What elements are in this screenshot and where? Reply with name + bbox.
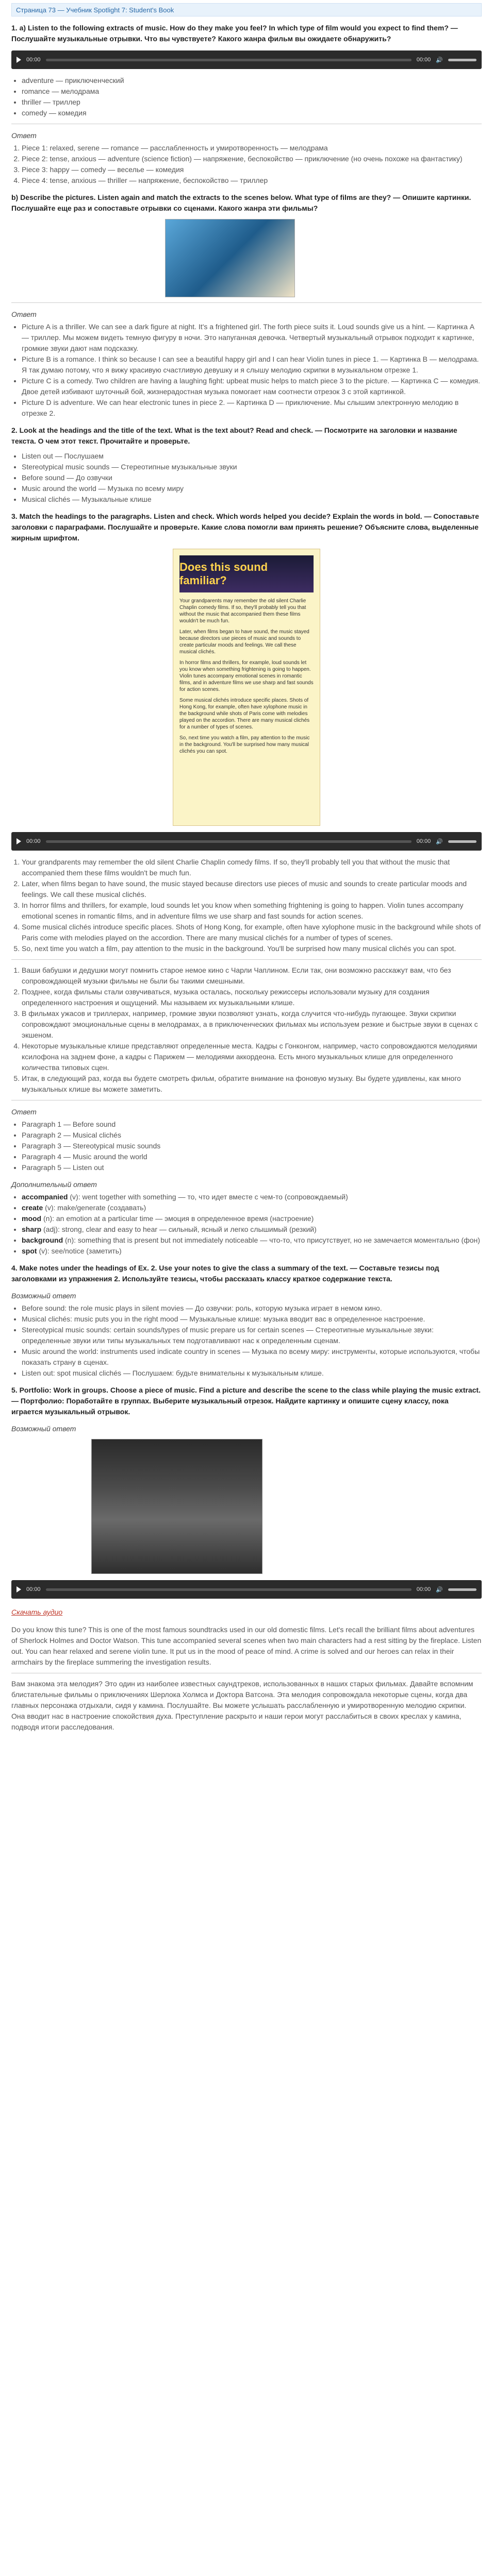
poster-paragraph: Some musical clichés introduce specific places. Shots of Hong Kong, for example, often have xylophone music in the background while shots of Paris come with melodies played on the accordion. There are many musical clichés for a number of types of scenes. bbox=[179, 698, 310, 730]
film-still-image bbox=[91, 1439, 262, 1574]
play-icon[interactable] bbox=[17, 57, 21, 63]
glossary-item bbox=[22, 1224, 482, 1235]
poster-paragraph: Later, when films began to have sound, the music stayed because directors use pieces of music and sounds to create particular moods and feelings. We call these musical clichés. bbox=[179, 629, 309, 655]
genre-list bbox=[11, 75, 482, 118]
poster-paragraph: In horror films and thrillers, for example, loud sounds let you know when something frightening is going to happen. Violin tunes accompany emotional scenes in romantic films, and in adventure films we use sharp and fast sounds for action scenes. bbox=[179, 660, 314, 692]
list-item: • Paragraph 5 — Listen out bbox=[22, 1162, 482, 1173]
task-3-heading: 3. Match the headings to the paragraphs. Listen and check. Which words helped you decide? Explain the words in bold. — Сопоставьте заголовки с параграфами. Послушайте и проверьте. Какие слова помогли вам принять решение? Объясните слова, выделенные жирным шрифтом. bbox=[11, 512, 479, 542]
answer-list bbox=[11, 1119, 482, 1173]
glossary-word: spot bbox=[22, 1247, 37, 1255]
list-item: • Before sound: the role music plays in silent movies — До озвучки: роль, которую музыка играет в немом кино. bbox=[22, 1303, 482, 1314]
list-item: • adventure — приключенческий bbox=[22, 75, 482, 86]
volume-slider[interactable] bbox=[448, 1588, 476, 1591]
glossary-word: accompanied bbox=[22, 1193, 68, 1201]
glossary-item bbox=[22, 1213, 482, 1224]
list-item: • Paragraph 2 — Musical clichés bbox=[22, 1130, 482, 1141]
volume-icon[interactable]: 🔊 bbox=[436, 838, 443, 845]
page bbox=[0, 3, 493, 1733]
glossary-item bbox=[22, 1246, 482, 1257]
list-item: 1. Piece 1: relaxed, serene — romance — расслабленность и умиротворенность — мелодрама bbox=[22, 143, 482, 154]
list-item: 3. В фильмах ужасов и триллерах, например, громкие звуки позволяют узнать, когда случится что-нибудь пугающее. Звуки скрипки сопровождают эмоциональные сцены в мелодрамах, а в приключенческих фильмах мы используем резкие и быстрые звуки в сценах с экшеном. bbox=[22, 1008, 482, 1041]
glossary-word: mood bbox=[22, 1214, 42, 1223]
list-item: • Music around the world: instruments used indicate country in scenes — Музыка по всему миру: инструменты, которые используются, чтобы показать страну в сценах. bbox=[22, 1346, 482, 1368]
glossary-definition: (v): went together with something — то, что идет вместе с чем-то (сопровождаемый) bbox=[68, 1193, 348, 1201]
task-1b-heading: b) Describe the pictures. Listen again and match the extracts to the scenes below. What type of films are they? — Опишите картинки. Послушайте еще раз и сопоставьте отрывки со сценами. Какого жанра эти фильмы? bbox=[11, 193, 471, 212]
audio-player-3[interactable] bbox=[11, 1580, 482, 1599]
divider bbox=[11, 302, 482, 303]
audio-player-1[interactable] bbox=[11, 50, 482, 69]
list-item: • Picture B is a romance. I think so because I can see a beautiful happy girl and I can hear Violin tunes in piece 1. — Картинка В — мелодрама. Я так думаю потому, что я вижу красивую счастливую девушку и я слышу мелодию скрипки в музыкальном отрезке 1. bbox=[22, 354, 482, 376]
figure-pictures bbox=[11, 219, 482, 297]
task-4-heading: 4. Make notes under the headings of Ex. 2. Use your notes to give the class a summary of the text. — Составьте тезисы под заголовками из упражнения 2. Используйте тезисы, чтобы рассказать классу краткое содержание текста. bbox=[11, 1264, 439, 1283]
list-item: 4. Piece 4: tense, anxious — thriller — напряжение, беспокойство — триллер bbox=[22, 175, 482, 186]
list-item: • Paragraph 4 — Music around the world bbox=[22, 1151, 482, 1162]
answer-label: Ответ bbox=[11, 131, 37, 140]
play-icon[interactable] bbox=[17, 838, 21, 844]
list-item: 2. Piece 2: tense, anxious — adventure (science fiction) — напряжение, беспокойство — приключение (но очень похоже на фантастику) bbox=[22, 154, 482, 164]
glossary-word: background bbox=[22, 1236, 63, 1244]
answer-list bbox=[11, 143, 482, 186]
russian-paragraphs bbox=[11, 965, 482, 1095]
list-item: • Stereotypical music sounds: certain sounds/types of music prepare us for certain scenes — Стереотипные музыкальные звуки: определенные звуки или типы музыкальных тем подготавливают нас к определенным сценам. bbox=[22, 1325, 482, 1346]
audio-player-2[interactable] bbox=[11, 832, 482, 851]
glossary-item bbox=[22, 1202, 482, 1213]
list-item: • Musical clichés — Музыкальные клише bbox=[22, 494, 482, 505]
list-item: • romance — мелодрама bbox=[22, 86, 482, 97]
glossary-definition: (n): an emotion at a particular time — эмоция в определенное время (настроение) bbox=[41, 1214, 314, 1223]
english-paragraphs bbox=[11, 857, 482, 954]
volume-icon[interactable]: 🔊 bbox=[436, 1586, 443, 1593]
glossary-definition: (v): make/generate (создавать) bbox=[43, 1204, 146, 1212]
task-2-heading: 2. Look at the headings and the title of the text. What is the text about? Read and check. — Посмотрите на заголовки и название текста. О чем этот текст. Прочитайте и проверьте. bbox=[11, 426, 457, 445]
task-1-heading: 1. a) Listen to the following extracts of music. How do they make you feel? In which type of film would you expect to find them? — Послушайте музыкальные отрывки. Что вы чувствуете? Какого жанра фильм вы ожидаете обнаружить? bbox=[11, 24, 458, 43]
volume-icon[interactable]: 🔊 bbox=[436, 57, 443, 63]
answer-list bbox=[11, 321, 482, 419]
headings-list bbox=[11, 451, 482, 505]
list-item: • Listen out — Послушаем bbox=[22, 451, 482, 462]
divider bbox=[11, 959, 482, 960]
poster-paragraph: So, next time you watch a film, pay attention to the music in the background. You'll be surprised how many musical clichés you can spot. bbox=[179, 735, 310, 754]
list-item: • comedy — комедия bbox=[22, 108, 482, 118]
glossary-item bbox=[22, 1235, 482, 1246]
audio-time-total: 00:00 bbox=[416, 1586, 431, 1592]
english-text: Do you know this tune? This is one of the most famous soundtracks used in our old domestic films. Let's recall the brilliant films about adventures of Sherlock Holmes and Doctor Watson. This tune accompanied several scenes when two main characters had a rest sitting by the fireplace. Listen out. You can hear relaxed and serene violin tune. It put us in the mood of peace of mind. A crime is solved and our heroes can relax in their armchairs by the fireplace summering the investigation results. bbox=[11, 1625, 482, 1666]
list-item: 2. Later, when films began to have sound, the music stayed because directors use pieces of music and sounds to create particular moods and feelings. We call these musical clichés. bbox=[22, 878, 482, 900]
audio-time-total: 00:00 bbox=[416, 838, 431, 844]
glossary-definition: (v): see/notice (заметить) bbox=[37, 1247, 122, 1255]
list-item: 1. Your grandparents may remember the old silent Charlie Chaplin comedy films. If so, they'll probably tell you that without the music that accompanied them these films wouldn't be much fun. bbox=[22, 857, 482, 878]
glossary-list bbox=[11, 1192, 482, 1257]
answer-label: Ответ bbox=[11, 1108, 37, 1116]
textbook-poster bbox=[173, 549, 320, 826]
glossary-definition: (adj): strong, clear and easy to hear — сильный, ясный и легко слышимый (резкий) bbox=[41, 1225, 317, 1233]
download-audio-link[interactable]: Скачать аудио bbox=[11, 1608, 63, 1616]
glossary-item bbox=[22, 1192, 482, 1202]
russian-text: Вам знакома эта мелодия? Это один из наиболее известных саундтреков, использованных в наших старых фильмах. Давайте вспомним блистательные фильмы о приключениях Шерлока Холмса и Доктора Ватсона. Эта мелодия сопровождала некоторые сцены, когда два главных персонажа отдыхали, сидя у камина. Послушайте. Вы можете услышать расслабленную и умиротворенную мелодию скрипки. Она вводит нас в настроение спокойствия духа. Преступление раскрыто и наши герои могут расслабиться в своих креслах у камина, подводя итоги расследования. bbox=[11, 1680, 473, 1731]
glossary-definition: (n): something that is present but not immediately noticeable — что-то, что присутствует, но не замечается моментально (фон) bbox=[63, 1236, 480, 1244]
figure-photo bbox=[11, 1439, 482, 1574]
list-item: • Picture A is a thriller. We can see a dark figure at night. It's a frightened girl. The forth piece suits it. Loud sounds give us a hint. — Картинка А — триллер. Мы можем видеть темную фигуру в ночи. Это напуганная девочка. Четвертый музыкальный отрывок подходит к картинке, громкие звуки дают нам подсказку. bbox=[22, 321, 482, 354]
audio-time-current: 00:00 bbox=[26, 1586, 41, 1592]
answer-label: Ответ bbox=[11, 310, 37, 318]
play-icon[interactable] bbox=[17, 1586, 21, 1592]
answer-label: Возможный ответ bbox=[11, 1292, 76, 1300]
audio-progress-bar[interactable] bbox=[46, 840, 412, 843]
list-item: 2. Позднее, когда фильмы стали озвучиваться, музыка осталась, поскольку режиссеры использовали музыку для создания определенного настроения и ощущений. Мы называем их музыкальными клише. bbox=[22, 987, 482, 1008]
poster-paragraph: Your grandparents may remember the old silent Charlie Chaplin comedy films. If so, they'll probably tell you that without the music that accompanied them these films wouldn't be much fun. bbox=[179, 598, 306, 624]
list-item: • Music around the world — Музыка по всему миру bbox=[22, 483, 482, 494]
volume-slider[interactable] bbox=[448, 840, 476, 843]
textbook-pictures-image bbox=[165, 219, 295, 297]
list-item: 5. Итак, в следующий раз, когда вы будете смотреть фильм, обратите внимание на фоновую музыку. Вы будете удивлены, как много музыкальных клише вы можете заметить. bbox=[22, 1073, 482, 1095]
list-item: 3. Piece 3: happy — comedy — веселье — комедия bbox=[22, 164, 482, 175]
list-item: • Listen out: spot musical clichés — Послушаем: будьте внимательны к музыкальным клише. bbox=[22, 1368, 482, 1379]
extra-answer-label: Дополнительный ответ bbox=[11, 1180, 97, 1189]
list-item: • Stereotypical music sounds — Стереотипные музыкальные звуки bbox=[22, 462, 482, 472]
list-item: 4. Некоторые музыкальные клише представляют определенные места. Кадры с Гонконгом, например, часто сопровождаются мелодиями ксилофона на заднем фоне, а кадры с Парижем — мелодиями аккордеона. Есть много музыкальных клише для определенного количества типовых сцен. bbox=[22, 1041, 482, 1073]
audio-progress-bar[interactable] bbox=[46, 59, 412, 61]
list-item: 3. In horror films and thrillers, for example, loud sounds let you know when something frightening is going to happen. Violin tunes accompany emotional scenes in romantic films, and in adventure films we use sharp and fast sounds for action scenes. bbox=[22, 900, 482, 922]
list-item: • Musical clichés: music puts you in the right mood — Музыкальные клише: музыка вводит вас в определенное настроение. bbox=[22, 1314, 482, 1325]
glossary-word: create bbox=[22, 1204, 43, 1212]
task-5-heading: 5. Portfolio: Work in groups. Choose a piece of music. Find a picture and describe the scene to the class while playing the music extract. — Портфолио: Поработайте в группах. Выберите музыкальный отрезок. Найдите картинку и опишите сцену классу, пока играется музыкальный отрывок. bbox=[11, 1386, 481, 1416]
list-item: 5. So, next time you watch a film, pay attention to the music in the background. You'll be surprised how many musical clichés you can spot. bbox=[22, 943, 482, 954]
list-item: 4. Some musical clichés introduce specific places. Shots of Hong Kong, for example, often have xylophone music in the background while shots of Paris come with melodies played on the accordion. There are many musical clichés for a number of types of scenes. bbox=[22, 922, 482, 943]
glossary-word: sharp bbox=[22, 1225, 42, 1233]
list-item: • Picture D is adventure. We can hear electronic tunes in piece 2. — Картинка D — приключение. Мы слышим электронную мелодию в отрезке 2. bbox=[22, 397, 482, 419]
list-item: • thriller — триллер bbox=[22, 97, 482, 108]
poster-title: Does this sound familiar? bbox=[179, 555, 314, 592]
list-item: • Before sound — До озвучки bbox=[22, 472, 482, 483]
list-item: • Picture C is a comedy. Two children are having a laughing fight: upbeat music helps to match piece 3 to the picture. — Картинка С — комедия. Двое детей избивают шуточный бой, жизнерадостная музыка помогает нам соотнести отрезок 3 с этой картинкой. bbox=[22, 376, 482, 397]
list-item: • Paragraph 3 — Stereotypical music sounds bbox=[22, 1141, 482, 1151]
answer-list bbox=[11, 1303, 482, 1379]
list-item: • Paragraph 1 — Before sound bbox=[22, 1119, 482, 1130]
page-title: Страница 73 — Учебник Spotlight 7: Student's Book bbox=[11, 3, 482, 16]
audio-time-total: 00:00 bbox=[416, 57, 431, 63]
audio-progress-bar[interactable] bbox=[46, 1588, 412, 1591]
audio-time-current: 00:00 bbox=[26, 838, 41, 844]
audio-time-current: 00:00 bbox=[26, 57, 41, 63]
answer-label: Возможный ответ bbox=[11, 1425, 76, 1433]
volume-slider[interactable] bbox=[448, 59, 476, 61]
list-item: 1. Ваши бабушки и дедушки могут помнить старое немое кино с Чарли Чаплином. Если так, они возможно расскажут вам, что без сопровождающей музыки фильмы не были бы такими смешными. bbox=[22, 965, 482, 987]
